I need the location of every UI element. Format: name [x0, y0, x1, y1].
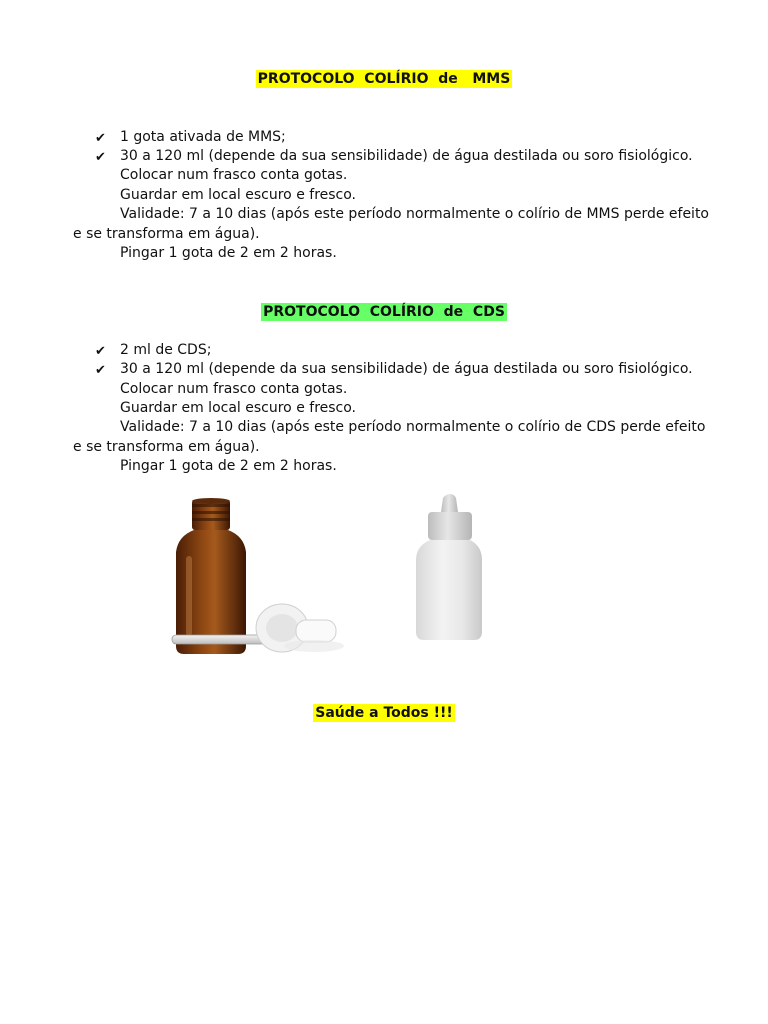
white-dropper-bottle-image	[408, 494, 498, 644]
mms-bullet-1: 1 gota ativada de MMS;	[120, 129, 286, 145]
check-mark-icon: ✔	[95, 363, 106, 378]
mms-title	[0, 70, 768, 88]
mms-line-storage: Guardar em local escuro e fresco.	[120, 187, 357, 203]
mms-line-dosage: Pingar 1 gota de 2 em 2 horas.	[120, 245, 337, 261]
cds-title	[0, 303, 768, 321]
mms-line-bottle: Colocar num frasco conta gotas.	[120, 167, 348, 183]
footer-greeting-text: Saúde a Todos !!!	[315, 705, 453, 721]
cds-line-bottle: Colocar num frasco conta gotas.	[120, 381, 348, 397]
cds-line-validity: Validade: 7 a 10 dias (após este período normalmente o colírio de CDS perde efeito	[120, 419, 706, 435]
cds-line-validity-cont: e se transforma em água).	[73, 439, 260, 455]
cds-line-dosage: Pingar 1 gota de 2 em 2 horas.	[120, 458, 337, 474]
footer-greeting	[0, 704, 768, 722]
cds-bullet-1: 2 ml de CDS;	[120, 342, 212, 358]
mms-title-text: PROTOCOLO COLÍRIO de MMS	[257, 71, 511, 87]
check-mark-icon: ✔	[95, 344, 106, 359]
mms-line-validity: Validade: 7 a 10 dias (após este período normalmente o colírio de MMS perde efeito	[120, 206, 709, 222]
check-mark-icon: ✔	[95, 131, 106, 146]
mms-line-validity-cont: e se transforma em água).	[73, 226, 260, 242]
check-mark-icon: ✔	[95, 150, 106, 165]
cds-title-text: PROTOCOLO COLÍRIO de CDS	[263, 304, 505, 320]
mms-bullet-2: 30 a 120 ml (depende da sua sensibilidade) de água destilada ou soro fisiológico.	[120, 148, 693, 164]
amber-dropper-bottle-image	[164, 496, 352, 664]
cds-line-storage: Guardar em local escuro e fresco.	[120, 400, 357, 416]
cds-bullet-2: 30 a 120 ml (depende da sua sensibilidade) de água destilada ou soro fisiológico.	[120, 361, 693, 377]
